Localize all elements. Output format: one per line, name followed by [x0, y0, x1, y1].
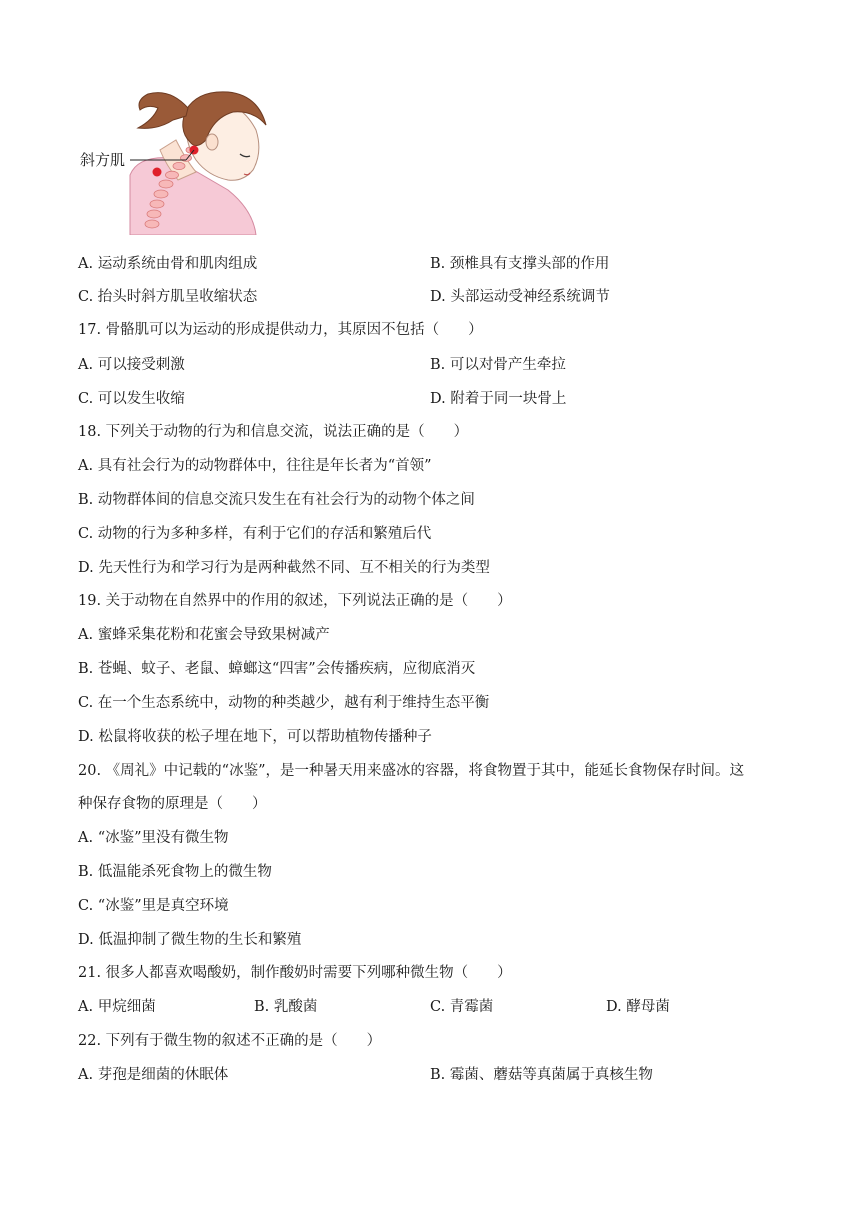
q18-stem: 18. 下列关于动物的行为和信息交流，说法正确的是（ ）: [78, 424, 469, 440]
q21-option-b: B. 乳酸菌: [254, 999, 318, 1015]
q22-option-b: B. 霉菌、蘑菇等真菌属于真核生物: [430, 1067, 653, 1083]
q21-option-d: D. 酵母菌: [606, 999, 670, 1015]
q17-option-c: C. 可以发生收缩: [78, 391, 185, 407]
q18-option-b: B. 动物群体间的信息交流只发生在有社会行为的动物个体之间: [78, 492, 475, 508]
q19-option-c: C. 在一个生态系统中，动物的种类越少，越有利于维持生态平衡: [78, 695, 490, 711]
q21-option-a: A. 甲烷细菌: [78, 999, 156, 1015]
q20-stem-line2: 种保存食物的原理是（ ）: [78, 796, 267, 812]
q18-option-c: C. 动物的行为多种多样，有利于它们的存活和繁殖后代: [78, 526, 432, 542]
q17-option-a: A. 可以接受刺激: [78, 357, 185, 373]
q16-option-d: D. 头部运动受神经系统调节: [430, 289, 610, 305]
girl-neck-illustration: [78, 80, 278, 235]
q19-stem: 19. 关于动物在自然界中的作用的叙述，下列说法正确的是（ ）: [78, 593, 512, 609]
q20-stem-line1: 20. 《周礼》中记载的“冰鉴”，是一种暑天用来盛冰的容器，将食物置于其中，能延长食物保存时间。这: [78, 763, 744, 779]
q20-option-d: D. 低温抑制了微生物的生长和繁殖: [78, 932, 302, 948]
trapezius-figure: [78, 80, 278, 235]
q20-option-b: B. 低温能杀死食物上的微生物: [78, 864, 272, 880]
q18-option-d: D. 先天性行为和学习行为是两种截然不同、互不相关的行为类型: [78, 560, 490, 576]
q22-stem: 22. 下列有于微生物的叙述不正确的是（ ）: [78, 1033, 382, 1049]
q18-option-a: A. 具有社会行为的动物群体中，往往是年长者为“首领”: [78, 458, 432, 474]
trapezius-marker-lower: [153, 168, 162, 177]
q21-option-c: C. 青霉菌: [430, 999, 494, 1015]
q16-option-a: A. 运动系统由骨和肌肉组成: [78, 256, 258, 272]
q16-option-b: B. 颈椎具有支撑头部的作用: [430, 256, 610, 272]
q21-stem: 21. 很多人都喜欢喝酸奶，制作酸奶时需要下列哪种微生物（ ）: [78, 965, 512, 981]
q17-option-b: B. 可以对骨产生牵拉: [430, 357, 566, 373]
q20-option-c: C. “冰鉴”里是真空环境: [78, 898, 229, 914]
trapezius-label: 斜方肌: [80, 151, 126, 169]
q19-option-a: A. 蜜蜂采集花粉和花蜜会导致果树减产: [78, 627, 330, 643]
q20-option-a: A. “冰鉴”里没有微生物: [78, 830, 229, 846]
q16-option-c: C. 抬头时斜方肌呈收缩状态: [78, 289, 258, 305]
q17-option-d: D. 附着于同一块骨上: [430, 391, 567, 407]
q19-option-b: B. 苍蝇、蚊子、老鼠、蟑螂这“四害”会传播疾病，应彻底消灭: [78, 661, 476, 677]
q22-option-a: A. 芽孢是细菌的休眠体: [78, 1067, 229, 1083]
q19-option-d: D. 松鼠将收获的松子埋在地下，可以帮助植物传播种子: [78, 729, 432, 745]
q17-stem: 17. 骨骼肌可以为运动的形成提供动力，其原因不包括（ ）: [78, 322, 483, 338]
